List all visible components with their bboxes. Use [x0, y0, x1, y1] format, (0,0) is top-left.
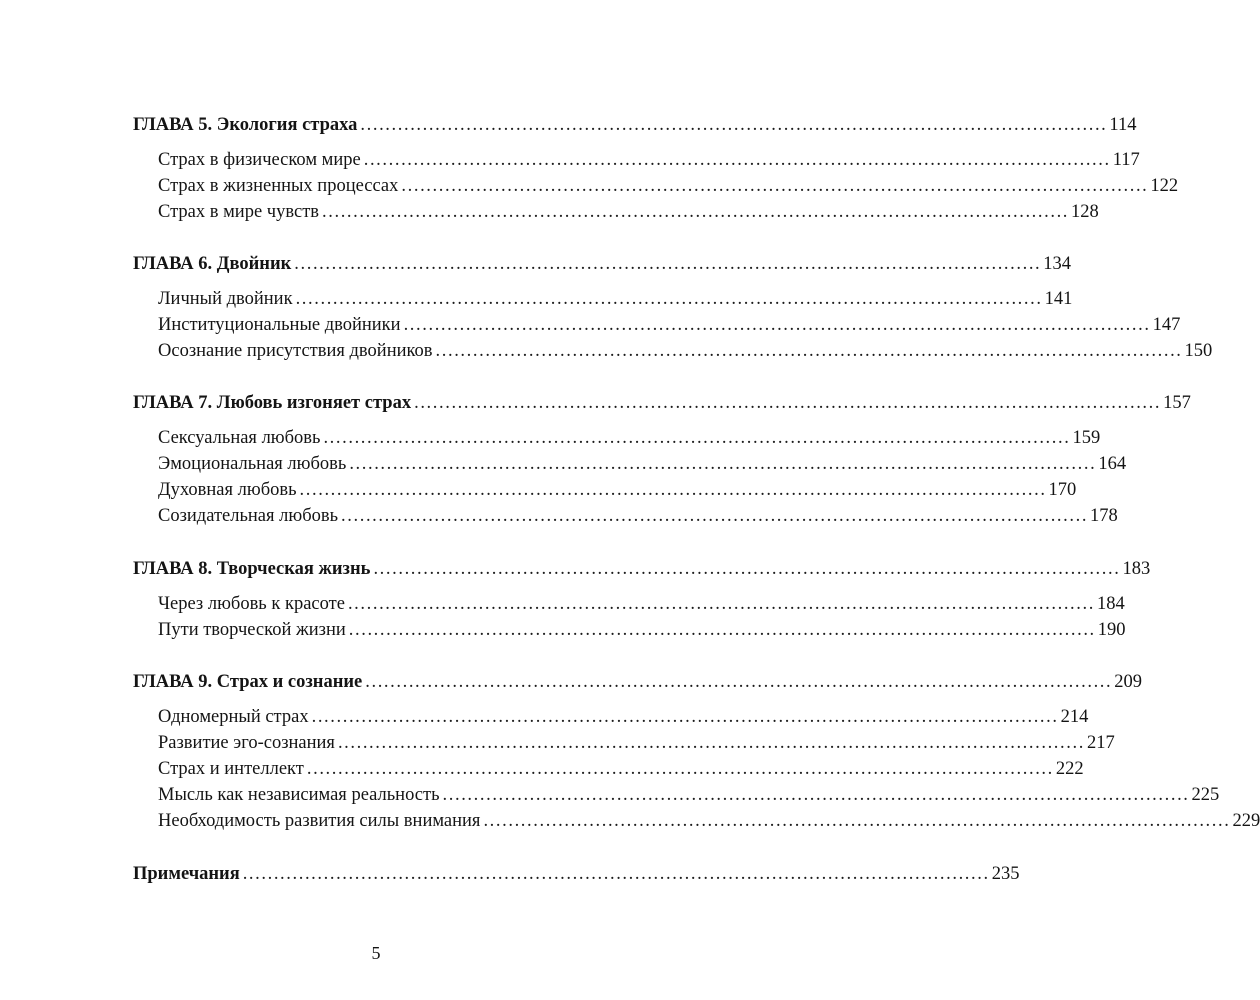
- toc-entry-page: 122: [1150, 176, 1179, 196]
- toc-entry-title: Личный двойник: [158, 289, 293, 309]
- toc-entry-title: Духовная любовь: [158, 480, 297, 500]
- dot-leader: ........................................................................................................................: [341, 506, 1089, 526]
- toc-section-entry: [158, 757, 1084, 781]
- toc-entry-title: Страх в жизненных процессах: [158, 176, 399, 196]
- toc-entry-title: Примечания: [133, 864, 240, 884]
- dot-leader: ........................................................................................................................: [347, 594, 1095, 614]
- dot-leader: ........................................................................................................................: [435, 341, 1183, 361]
- toc-entry-title: Страх в мире чувств: [158, 202, 320, 222]
- toc-entry-page: 222: [1055, 759, 1084, 779]
- toc-entry-page: 170: [1048, 480, 1077, 500]
- dot-leader: ........................................................................................................................: [322, 202, 1070, 222]
- dot-leader: ........................................................................................................................: [414, 393, 1162, 413]
- dot-leader: ........................................................................................................................: [337, 733, 1085, 753]
- toc-chapter-entry: [133, 113, 1137, 137]
- toc-section-entry: [158, 313, 1181, 337]
- toc-entry-page: 229: [1232, 811, 1260, 831]
- toc-section-entry: [158, 426, 1101, 450]
- toc-entry-page: 190: [1097, 620, 1126, 640]
- toc-entry-page: 128: [1071, 202, 1099, 222]
- toc-entry-title: Через любовь к красоте: [158, 594, 345, 614]
- dot-leader: ........................................................................................................................: [294, 254, 1042, 274]
- toc-section-entry: [158, 705, 1089, 729]
- toc-section-entry: [158, 200, 1099, 224]
- toc-entry-page: 141: [1044, 289, 1073, 309]
- toc-chapter-entry: [133, 391, 1191, 415]
- toc-entry-title: ГЛАВА 9. Страх и сознание: [133, 672, 363, 692]
- dot-leader: ........................................................................................................................: [299, 480, 1047, 500]
- dot-leader: ........................................................................................................................: [442, 785, 1190, 805]
- toc-section-entry: [158, 783, 1220, 807]
- toc-entry-page: 235: [991, 864, 1020, 884]
- toc-entry-title: Необходимость развития силы внимания: [158, 811, 481, 831]
- toc-section-entry: [158, 339, 1213, 363]
- dot-leader: ........................................................................................................................: [363, 150, 1111, 170]
- toc-entry-title: Пути творческой жизни: [158, 620, 346, 640]
- page-number: 5: [371, 943, 381, 963]
- dot-leader: ........................................................................................................................: [311, 707, 1059, 727]
- toc-entry-page: 225: [1191, 785, 1220, 805]
- toc-entry-title: ГЛАВА 8. Творческая жизнь: [133, 559, 371, 579]
- toc-entry-title: Страх и интеллект: [158, 759, 304, 779]
- dot-leader: ........................................................................................................................: [242, 864, 990, 884]
- dot-leader: ........................................................................................................................: [295, 289, 1043, 309]
- dot-leader: ........................................................................................................................: [373, 559, 1121, 579]
- toc-chapter-entry: [133, 557, 1151, 581]
- toc-entry-title: Осознание присутствия двойников: [158, 341, 433, 361]
- toc-entry-page: 157: [1163, 393, 1191, 413]
- toc-entry-page: 184: [1096, 594, 1125, 614]
- toc-entry-page: 117: [1112, 150, 1140, 170]
- toc-entry-page: 214: [1060, 707, 1089, 727]
- toc-entry-title: ГЛАВА 5. Экология страха: [133, 115, 358, 135]
- dot-leader: ........................................................................................................................: [401, 176, 1149, 196]
- dot-leader: ........................................................................................................................: [348, 620, 1096, 640]
- toc-section-entry: [158, 618, 1126, 642]
- toc-entry-title: ГЛАВА 7. Любовь изгоняет страх: [133, 393, 412, 413]
- dot-leader: ........................................................................................................................: [360, 115, 1108, 135]
- toc-section-entry: [158, 592, 1125, 616]
- toc-entry-title: Институциональные двойники: [158, 315, 401, 335]
- toc-entry-title: Страх в физическом мире: [158, 150, 361, 170]
- toc-section-entry: [158, 504, 1118, 528]
- toc-entry-page: 164: [1098, 454, 1127, 474]
- toc-notes-entry: [133, 862, 1020, 886]
- toc-entry-page: 134: [1043, 254, 1072, 274]
- toc-entry-page: 217: [1086, 733, 1115, 753]
- dot-leader: ........................................................................................................................: [306, 759, 1054, 779]
- toc-section-entry: [158, 287, 1073, 311]
- toc-section-entry: [158, 174, 1179, 198]
- toc-entry-page: 159: [1072, 428, 1101, 448]
- dot-leader: ........................................................................................................................: [349, 454, 1097, 474]
- toc-entry-title: Эмоциональная любовь: [158, 454, 347, 474]
- toc-section-entry: [158, 452, 1127, 476]
- dot-leader: ........................................................................................................................: [365, 672, 1113, 692]
- toc-entry-title: Мысль как независимая реальность: [158, 785, 440, 805]
- toc-section-entry: [158, 478, 1077, 502]
- toc-chapter-entry: [133, 670, 1142, 694]
- toc-entry-title: Сексуальная любовь: [158, 428, 321, 448]
- dot-leader: ........................................................................................................................: [483, 811, 1231, 831]
- toc-section-entry: [158, 809, 1260, 833]
- toc-entry-page: 183: [1122, 559, 1151, 579]
- toc-section-entry: [158, 731, 1115, 755]
- toc-chapter-entry: [133, 252, 1072, 276]
- dot-leader: ........................................................................................................................: [323, 428, 1071, 448]
- dot-leader: ........................................................................................................................: [403, 315, 1151, 335]
- toc-entry-title: ГЛАВА 6. Двойник: [133, 254, 292, 274]
- toc-entry-page: 114: [1109, 115, 1137, 135]
- toc-entry-page: 147: [1152, 315, 1181, 335]
- toc-entry-title: Одномерный страх: [158, 707, 309, 727]
- toc-entry-page: 209: [1114, 672, 1142, 692]
- toc-entry-title: Созидательная любовь: [158, 506, 339, 526]
- toc-entry-page: 178: [1090, 506, 1118, 526]
- toc-entry-title: Развитие эго-сознания: [158, 733, 335, 753]
- toc-entry-page: 150: [1184, 341, 1213, 361]
- toc-section-entry: [158, 148, 1140, 172]
